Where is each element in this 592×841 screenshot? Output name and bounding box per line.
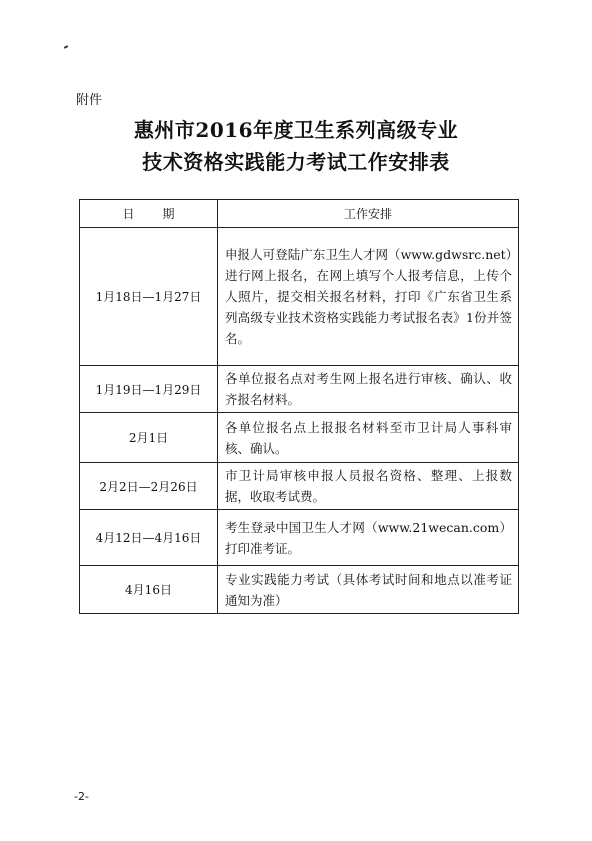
date-text: 4月12日—4月16日 — [95, 531, 202, 545]
date-text: 4月16日 — [125, 583, 172, 597]
date-cell — [80, 510, 218, 566]
work-text: 申报人可登陆广东卫生人才网（www.gdwsrc.net）进行网上报名，在网上填写个人报考信息，上传个人照片，提交相关报名材料，打印《广东省卫生系列高级专业技术资格实践能力考试报名表》1份并签名。 — [225, 247, 512, 346]
work-text: 市卫计局审核申报人员报名资格、整理、上报数据，收取考试费。 — [225, 468, 512, 504]
work-cell — [218, 366, 519, 413]
document-title-line1: 惠州市2016年度卫生系列高级专业 — [133, 118, 459, 142]
work-text: 专业实践能力考试（具体考试时间和地点以准考证通知为准） — [225, 571, 512, 608]
work-cell — [218, 510, 519, 566]
date-text: 1月19日—1月29日 — [95, 382, 202, 397]
table-row — [80, 366, 519, 413]
date-text: 1月18日—1月27日 — [95, 290, 202, 304]
scan-speck — [64, 45, 68, 49]
table-row — [80, 463, 519, 510]
date-text: 2月1日 — [128, 431, 169, 445]
work-column-header: 工作安排 — [218, 200, 519, 228]
attachment-label: 附件 — [76, 93, 103, 108]
document-title-line2: 技术资格实践能力考试工作安排表 — [142, 150, 450, 174]
date-column-header — [80, 200, 218, 228]
schedule-table — [79, 199, 519, 614]
page-number: -2- — [74, 790, 89, 803]
date-text: 2月2日—2月26日 — [99, 479, 198, 494]
work-text: 各单位报名点上报报名材料至市卫计局人事科审核、确认。 — [225, 419, 512, 456]
work-text: 各单位报名点对考生网上报名进行审核、确认、收齐报名材料。 — [225, 371, 512, 407]
work-cell — [218, 413, 519, 463]
date-cell — [80, 413, 218, 463]
table-row — [80, 413, 519, 463]
date-header-label: 日期 — [122, 207, 203, 221]
work-cell — [218, 463, 519, 510]
date-cell — [80, 228, 218, 366]
table-row — [80, 228, 519, 366]
table-row — [80, 566, 519, 614]
table-row — [80, 510, 519, 566]
date-cell — [80, 366, 218, 413]
table-header-row — [80, 200, 519, 228]
work-text: 考生登录中国卫生人才网（www.21wecan.com）打印准考证。 — [225, 519, 512, 556]
work-cell — [218, 566, 519, 614]
date-cell — [80, 566, 218, 614]
work-cell — [218, 228, 519, 366]
date-cell — [80, 463, 218, 510]
